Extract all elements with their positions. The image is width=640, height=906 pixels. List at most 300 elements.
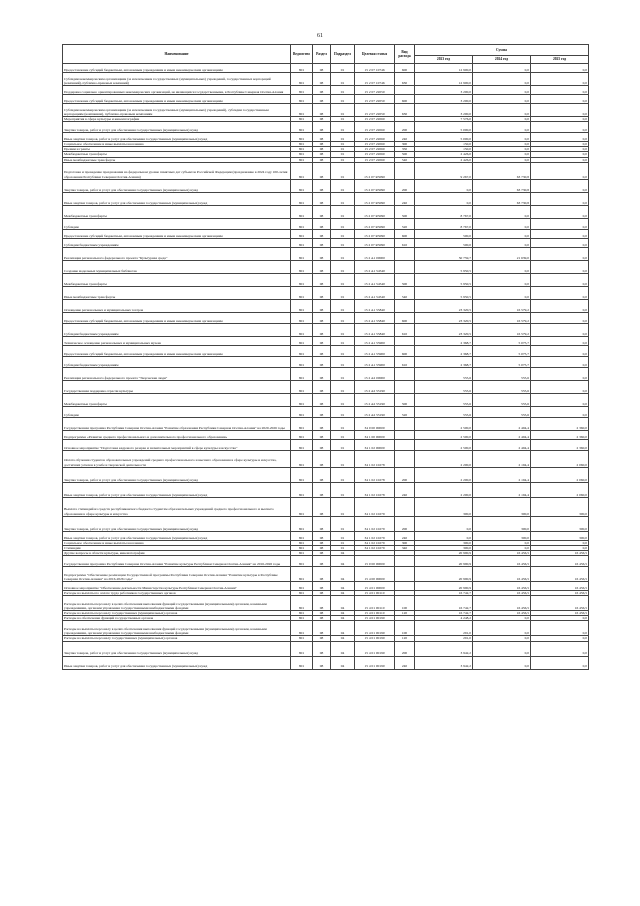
row-name: Подпрограмма «Развитие среднего профессионального и дополнительного профессионального образования» — [63, 430, 291, 439]
row-name: Реализация регионального федерального проекта "Творческие люди" — [63, 367, 291, 380]
table-row — [63, 467, 589, 482]
row-name: Основное мероприятие "Подготовка кадрового резерва и значительных мероприятий в сфере культуры и искусства" — [63, 439, 291, 450]
row-razdel: 08 — [313, 104, 331, 117]
row-razdel: 08 — [313, 417, 331, 430]
row-expense-type — [395, 417, 415, 430]
table-row — [63, 417, 589, 430]
row-podrazdel: 01 — [331, 157, 355, 162]
row-sum-2023: 2 368,7 — [415, 345, 473, 356]
row-target: 15 4 01 00190 — [355, 656, 395, 669]
table-row — [63, 179, 589, 192]
row-ved: 801 — [291, 229, 313, 238]
row-target: 15 2 07 22050 — [355, 104, 395, 117]
row-expense-type: 500 — [395, 393, 415, 406]
row-name: Закупка товаров, работ и услуг для обеспечения государственных (муниципальных) нужд — [63, 467, 291, 482]
row-ved: 801 — [291, 286, 313, 299]
row-expense-type — [395, 86, 415, 95]
row-sum-2023: 20 990,9 — [415, 550, 473, 555]
row-ved: 801 — [291, 192, 313, 205]
row-target: 15 4 01 00110 — [355, 596, 395, 611]
row-sum-2025: 0,0 — [531, 545, 589, 550]
row-ved: 801 — [291, 122, 313, 133]
row-sum-2023: 2 500,0 — [415, 430, 473, 439]
row-name: Иные закупки товаров, работ и услуг для обеспечения государственных (муниципальных) нужд — [63, 531, 291, 540]
row-name: Иные межбюджетные трансферты — [63, 157, 291, 162]
row-target: 15 2 A1 55840 — [355, 323, 395, 336]
row-sum-2024: 0,0 — [473, 95, 531, 104]
row-expense-type — [395, 450, 415, 467]
row-name: Иные закупки товаров, работ и услуг для обеспечения государственных (муниципальных) нужд — [63, 656, 291, 669]
row-expense-type: 630 — [395, 73, 415, 86]
row-name: Иные закупки товаров, работ и услуг для обеспечения государственных (муниципальных) нужд — [63, 133, 291, 142]
row-razdel: 08 — [313, 482, 331, 497]
row-ved: 801 — [291, 238, 313, 247]
row-target: 15 2 A1 55840 — [355, 312, 395, 323]
table-row — [63, 393, 589, 406]
row-razdel: 08 — [313, 312, 331, 323]
row-sum-2025: 0,0 — [531, 406, 589, 417]
row-name: Предоставление субсидий бюджетным, автономным учреждениям и иным некоммерческим организациям — [63, 345, 291, 356]
row-ved: 801 — [291, 104, 313, 117]
row-razdel: 08 — [313, 356, 331, 367]
row-expense-type: 300 — [395, 142, 415, 147]
row-sum-2024: 0,0 — [473, 86, 531, 95]
row-sum-2023: 12 900,0 — [415, 64, 473, 73]
row-sum-2024: 5 075,7 — [473, 336, 531, 345]
row-expense-type: 540 — [395, 286, 415, 299]
row-name: Межбюджетные трансферты — [63, 273, 291, 286]
row-ved: 801 — [291, 367, 313, 380]
row-name: Предоставление субсидий бюджетным, автономным учреждениям и иным некоммерческим организациям — [63, 95, 291, 104]
row-sum-2024: 2 194,4 — [473, 467, 531, 482]
row-sum-2023: 8 767,0 — [415, 205, 473, 218]
row-sum-2025: 0,0 — [531, 117, 589, 122]
row-ved: 801 — [291, 531, 313, 540]
row-sum-2024: 0,0 — [473, 616, 531, 621]
row-name: Иные закупки товаров, работ и услуг для обеспечения государственных (муниципальных) нужд — [63, 192, 291, 205]
row-sum-2025: 16 456,5 — [531, 582, 589, 591]
header-podrazdel: Подраздел — [331, 45, 355, 64]
row-expense-type: 600 — [395, 312, 415, 323]
row-ved: 801 — [291, 218, 313, 229]
row-target: 15 2 07 22060 — [355, 142, 395, 147]
row-sum-2023: 9 267,0 — [415, 162, 473, 179]
row-podrazdel: 01 — [331, 104, 355, 117]
row-razdel: 08 — [313, 656, 331, 669]
row-name: Субсидии — [63, 218, 291, 229]
row-expense-type: 240 — [395, 656, 415, 669]
row-ved: 801 — [291, 247, 313, 260]
row-razdel: 08 — [313, 380, 331, 393]
row-razdel: 08 — [313, 133, 331, 142]
row-sum-2024: 16 456,5 — [473, 550, 531, 555]
row-ved: 801 — [291, 556, 313, 567]
row-ved: 801 — [291, 380, 313, 393]
budget-table — [62, 44, 589, 670]
row-name: Субсидии — [63, 406, 291, 417]
row-sum-2024: 0,0 — [473, 152, 531, 157]
row-name: Субсидии бюджетным учреждениям — [63, 356, 291, 367]
row-razdel: 08 — [313, 247, 331, 260]
row-sum-2024: 0,0 — [473, 122, 531, 133]
row-name: Выплата стипендий из средств республиканского бюджета студентам образовательных учреждений среднего профессионального и высшего образования в сфере культуры и искусства — [63, 497, 291, 516]
row-sum-2025: 2 060,0 — [531, 467, 589, 482]
row-expense-type — [395, 162, 415, 179]
row-sum-2023: 2 426,0 — [415, 152, 473, 157]
row-podrazdel: 01 — [331, 531, 355, 540]
row-ved: 801 — [291, 656, 313, 669]
row-target: 34 1 00 00000 — [355, 430, 395, 439]
row-target: 15 4 01 00000 — [355, 582, 395, 591]
row-razdel: 08 — [313, 152, 331, 157]
row-podrazdel: 01 — [331, 179, 355, 192]
row-podrazdel: 01 — [331, 417, 355, 430]
row-ved: 801 — [291, 260, 313, 273]
row-podrazdel: 04 — [331, 611, 355, 616]
row-sum-2025: 0,0 — [531, 345, 589, 356]
row-sum-2023: 291,0 — [415, 621, 473, 636]
row-name: Стипендии — [63, 545, 291, 550]
row-ved: 801 — [291, 439, 313, 450]
row-podrazdel: 01 — [331, 497, 355, 516]
row-sum-2024: 0,0 — [473, 636, 531, 641]
row-razdel: 08 — [313, 467, 331, 482]
table-row — [63, 656, 589, 669]
row-target: 15 2 07 R5090 — [355, 192, 395, 205]
row-sum-2024: 0,0 — [473, 238, 531, 247]
row-ved: 801 — [291, 336, 313, 345]
row-target: 15 2 07 22060 — [355, 133, 395, 142]
row-target: 15 2 07 22060 — [355, 122, 395, 133]
row-sum-2024: 0,0 — [473, 73, 531, 86]
header-2024: 2024 год — [473, 56, 531, 64]
row-expense-type — [395, 260, 415, 273]
row-razdel: 08 — [313, 95, 331, 104]
row-name: Оплата обучения студентов образовательных учреждений среднего профессионального и высшего образования в сфере культуры и искусства, достигших успехов в учебе и творческой деятельности — [63, 450, 291, 467]
row-podrazdel: 04 — [331, 656, 355, 669]
row-sum-2025: 2 360,0 — [531, 439, 589, 450]
row-sum-2025: 0,0 — [531, 64, 589, 73]
row-name: Иные межбюджетные трансферты — [63, 286, 291, 299]
row-razdel: 08 — [313, 616, 331, 621]
row-ved: 801 — [291, 95, 313, 104]
row-razdel: 08 — [313, 430, 331, 439]
row-ved: 801 — [291, 596, 313, 611]
table-row — [63, 286, 589, 299]
row-name: Предоставление субсидий бюджетным, автономным учреждениям и иным некоммерческим организациям — [63, 229, 291, 238]
row-ved: 801 — [291, 450, 313, 467]
row-expense-type: 200 — [395, 122, 415, 133]
row-sum-2025: 0,0 — [531, 393, 589, 406]
row-target: 15 2 A1 00000 — [355, 247, 395, 260]
row-podrazdel: 01 — [331, 540, 355, 545]
row-razdel: 08 — [313, 117, 331, 122]
row-sum-2025: 0,0 — [531, 336, 589, 345]
row-target: 15 2 A1 54540 — [355, 286, 395, 299]
table-row — [63, 582, 589, 591]
row-podrazdel: 01 — [331, 393, 355, 406]
row-podrazdel: 01 — [331, 336, 355, 345]
row-podrazdel: 01 — [331, 260, 355, 273]
row-ved: 801 — [291, 147, 313, 152]
row-razdel: 08 — [313, 450, 331, 467]
row-sum-2023: 4 248,2 — [415, 616, 473, 621]
row-razdel: 08 — [313, 567, 331, 582]
row-expense-type: 600 — [395, 345, 415, 356]
row-podrazdel: 01 — [331, 133, 355, 142]
row-name: Социальное обеспечение и иные выплаты населению — [63, 142, 291, 147]
row-sum-2024: 16 579,2 — [473, 299, 531, 312]
row-razdel: 08 — [313, 336, 331, 345]
row-podrazdel: 01 — [331, 273, 355, 286]
row-ved: 801 — [291, 591, 313, 596]
row-podrazdel: 01 — [331, 162, 355, 179]
header-sum: Сумма — [415, 45, 589, 56]
row-expense-type: 240 — [395, 192, 415, 205]
row-expense-type — [395, 497, 415, 516]
row-expense-type: 610 — [395, 238, 415, 247]
row-sum-2025: 0,0 — [531, 380, 589, 393]
table-row — [63, 356, 589, 367]
row-expense-type: 240 — [395, 482, 415, 497]
row-target: 15 2 07 22060 — [355, 157, 395, 162]
row-razdel: 08 — [313, 582, 331, 591]
row-sum-2023: 12 900,0 — [415, 73, 473, 86]
row-razdel: 08 — [313, 273, 331, 286]
row-sum-2023: 2 500,0 — [415, 417, 473, 430]
row-sum-2024: 300,0 — [473, 497, 531, 516]
row-sum-2023: 0,0 — [415, 531, 473, 540]
row-sum-2023: 300,0 — [415, 497, 473, 516]
row-target: 34 1 02 00000 — [355, 439, 395, 450]
row-target: 15 2 07 R5090 — [355, 162, 395, 179]
table-row — [63, 567, 589, 582]
row-name: Мероприятия в сфере культуры и кинематографии — [63, 117, 291, 122]
row-sum-2025: 16 456,5 — [531, 550, 589, 555]
row-sum-2023: 300,0 — [415, 545, 473, 550]
header-expense-type: Вид расхода — [395, 45, 415, 64]
row-sum-2023: 555,6 — [415, 393, 473, 406]
table-row — [63, 516, 589, 531]
row-ved: 801 — [291, 621, 313, 636]
row-name: Создание модельных муниципальных библиотек — [63, 260, 291, 273]
row-razdel: 08 — [313, 238, 331, 247]
row-sum-2025: 0,0 — [531, 356, 589, 367]
row-name: Предоставление субсидий бюджетным, автономным учреждениям и иным некоммерческим организациям — [63, 64, 291, 73]
row-sum-2024: 0,0 — [473, 142, 531, 147]
row-sum-2023: 555,6 — [415, 367, 473, 380]
row-name: Закупка товаров, работ и услуг для обеспечения государственных (муниципальных) нужд — [63, 179, 291, 192]
row-sum-2025: 0,0 — [531, 323, 589, 336]
row-razdel: 08 — [313, 406, 331, 417]
row-expense-type: 610 — [395, 356, 415, 367]
row-podrazdel: 04 — [331, 641, 355, 656]
row-target: 15 2 07 R5090 — [355, 205, 395, 218]
row-sum-2024: 16 456,5 — [473, 596, 531, 611]
table-row — [63, 205, 589, 218]
row-sum-2025: 0,0 — [531, 95, 589, 104]
row-sum-2024: 555,6 — [473, 367, 531, 380]
row-name: Поддержка социально ориентированных некоммерческих организаций, не являющихся государственными, в Республике Северная Осетия-Алания — [63, 86, 291, 95]
row-expense-type: 500 — [395, 152, 415, 157]
row-expense-type: 600 — [395, 229, 415, 238]
row-expense-type: 200 — [395, 516, 415, 531]
row-sum-2025: 16 456,5 — [531, 596, 589, 611]
row-name: Закупка товаров, работ и услуг для обеспечения государственных (муниципальных) нужд — [63, 641, 291, 656]
table-row — [63, 531, 589, 540]
row-expense-type — [395, 367, 415, 380]
row-podrazdel: 01 — [331, 86, 355, 95]
row-name: Премии и гранты — [63, 147, 291, 152]
row-podrazdel: 04 — [331, 567, 355, 582]
row-sum-2024: 63 730,8 — [473, 192, 531, 205]
row-sum-2025: 2 060,0 — [531, 450, 589, 467]
row-podrazdel: 01 — [331, 323, 355, 336]
row-sum-2024: 5 075,7 — [473, 356, 531, 367]
table-row — [63, 380, 589, 393]
table-row — [63, 430, 589, 439]
row-podrazdel: 01 — [331, 516, 355, 531]
row-podrazdel: 01 — [331, 247, 355, 260]
table-row — [63, 641, 589, 656]
row-sum-2023: 16 742,7 — [415, 596, 473, 611]
row-ved: 801 — [291, 117, 313, 122]
row-ved: 801 — [291, 467, 313, 482]
row-sum-2023: 23 320,5 — [415, 323, 473, 336]
table-row — [63, 64, 589, 73]
row-target: 15 0 00 00000 — [355, 556, 395, 567]
row-sum-2023: 500,0 — [415, 238, 473, 247]
row-ved: 801 — [291, 356, 313, 367]
row-target: 34 1 02 10278 — [355, 482, 395, 497]
row-name: Субсидии бюджетным учреждениям — [63, 323, 291, 336]
row-sum-2025: 0,0 — [531, 621, 589, 636]
row-sum-2025: 300,0 — [531, 531, 589, 540]
row-podrazdel: 01 — [331, 117, 355, 122]
row-sum-2024: 0,0 — [473, 104, 531, 117]
row-ved: 801 — [291, 406, 313, 417]
row-sum-2024: 0,0 — [473, 133, 531, 142]
row-sum-2024: 0,0 — [473, 260, 531, 273]
row-ved: 801 — [291, 73, 313, 86]
row-expense-type — [395, 299, 415, 312]
table-row — [63, 345, 589, 356]
row-target: 15 2 A1 54540 — [355, 260, 395, 273]
row-sum-2023: 3 942,2 — [415, 656, 473, 669]
row-expense-type: 500 — [395, 205, 415, 218]
row-sum-2023: 0,0 — [415, 516, 473, 531]
table-row — [63, 556, 589, 567]
row-name: Предоставление субсидий бюджетным, автономным учреждениям и иным некоммерческим организациям — [63, 312, 291, 323]
row-name: Субсидии бюджетным учреждениям — [63, 238, 291, 247]
row-sum-2023: 20 990,9 — [415, 567, 473, 582]
row-target: 15 2 07 22050 — [355, 86, 395, 95]
row-name: Расходы на выплаты персоналу в целях обеспечения выполнения функций государственными (муниципальными) органами, казенными учреждениями, органами управления государственными внебюджетными фондами — [63, 596, 291, 611]
row-target: 34 1 02 10279 — [355, 497, 395, 516]
row-ved: 801 — [291, 312, 313, 323]
row-name: Государственная программа Республики Северная Осетия-Алания "Развитие культуры Республики Северная Осетия-Алания" на 2016-2026 годы — [63, 556, 291, 567]
row-expense-type: 100 — [395, 621, 415, 636]
row-sum-2025: 0,0 — [531, 367, 589, 380]
row-razdel: 08 — [313, 64, 331, 73]
row-sum-2023: 2 200,0 — [415, 450, 473, 467]
row-razdel: 08 — [313, 147, 331, 152]
table-row — [63, 247, 589, 260]
row-podrazdel: 01 — [331, 64, 355, 73]
row-sum-2023: 0,0 — [415, 179, 473, 192]
row-sum-2025: 0,0 — [531, 162, 589, 179]
table-row — [63, 86, 589, 95]
row-expense-type: 100 — [395, 596, 415, 611]
table-row — [63, 95, 589, 104]
row-expense-type: 240 — [395, 133, 415, 142]
row-sum-2025: 0,0 — [531, 229, 589, 238]
row-name: Расходы на выплаты персоналу государственных (муниципальных) органов — [63, 611, 291, 616]
row-razdel: 08 — [313, 179, 331, 192]
row-expense-type — [395, 380, 415, 393]
row-name: Субсидии некоммерческим организациям (за исключением государственных (муниципальных) учреждений), субсидии государственным корпорациям (компаниям), публично-правовым компаниям — [63, 104, 291, 117]
row-sum-2025: 0,0 — [531, 286, 589, 299]
row-target: 15 2 07 22060 — [355, 117, 395, 122]
row-target: 15 2 A2 55190 — [355, 393, 395, 406]
row-name: Подпрограмма "Обеспечение реализации Государственной программы Республики Северная Осетия-Алания "Развитие культуры в Республике Северная Осетия-Алания" на 2016-2026 годы" — [63, 567, 291, 582]
row-expense-type: 520 — [395, 406, 415, 417]
row-sum-2025: 0,0 — [531, 616, 589, 621]
table-row — [63, 73, 589, 86]
row-ved: 801 — [291, 567, 313, 582]
row-podrazdel: 04 — [331, 616, 355, 621]
row-podrazdel: 01 — [331, 299, 355, 312]
row-sum-2025: 0,0 — [531, 205, 589, 218]
row-expense-type — [395, 439, 415, 450]
row-sum-2024: 0,0 — [473, 545, 531, 550]
row-target: 34 0 00 00000 — [355, 417, 395, 430]
table-row — [63, 367, 589, 380]
row-podrazdel: 04 — [331, 636, 355, 641]
row-podrazdel: 01 — [331, 192, 355, 205]
row-sum-2025: 0,0 — [531, 147, 589, 152]
table-row — [63, 238, 589, 247]
row-sum-2025: 0,0 — [531, 152, 589, 157]
row-target: 15 2 A2 00000 — [355, 367, 395, 380]
row-name: Субсидии некоммерческим организациям (за исключением государственных (муниципальных) учреждений, государственных корпораций (компаний), публично-правовых компаний) — [63, 73, 291, 86]
row-sum-2024: 2 194,4 — [473, 482, 531, 497]
table-row — [63, 133, 589, 142]
row-sum-2024: 555,6 — [473, 380, 531, 393]
row-expense-type: 240 — [395, 531, 415, 540]
row-name: Социальное обеспечение и иные выплаты населению — [63, 540, 291, 545]
row-sum-2024: 555,6 — [473, 406, 531, 417]
row-razdel: 08 — [313, 286, 331, 299]
row-sum-2024: 0,0 — [473, 273, 531, 286]
header-2023: 2023 год — [415, 56, 473, 64]
row-sum-2024: 0,0 — [473, 117, 531, 122]
row-ved: 801 — [291, 64, 313, 73]
row-razdel: 08 — [313, 205, 331, 218]
row-sum-2025: 16 456,5 — [531, 611, 589, 616]
row-razdel: 08 — [313, 497, 331, 516]
row-podrazdel: 01 — [331, 218, 355, 229]
row-sum-2023: 16 742,7 — [415, 611, 473, 616]
row-sum-2024: 0,0 — [473, 540, 531, 545]
row-ved: 801 — [291, 179, 313, 192]
row-target: 15 4 00 00000 — [355, 567, 395, 582]
row-sum-2024: 0,0 — [473, 147, 531, 152]
row-target: 15 2 A1 55840 — [355, 299, 395, 312]
row-sum-2024: 16 456,5 — [473, 556, 531, 567]
row-sum-2023: 5 950,5 — [415, 273, 473, 286]
row-razdel: 08 — [313, 142, 331, 147]
